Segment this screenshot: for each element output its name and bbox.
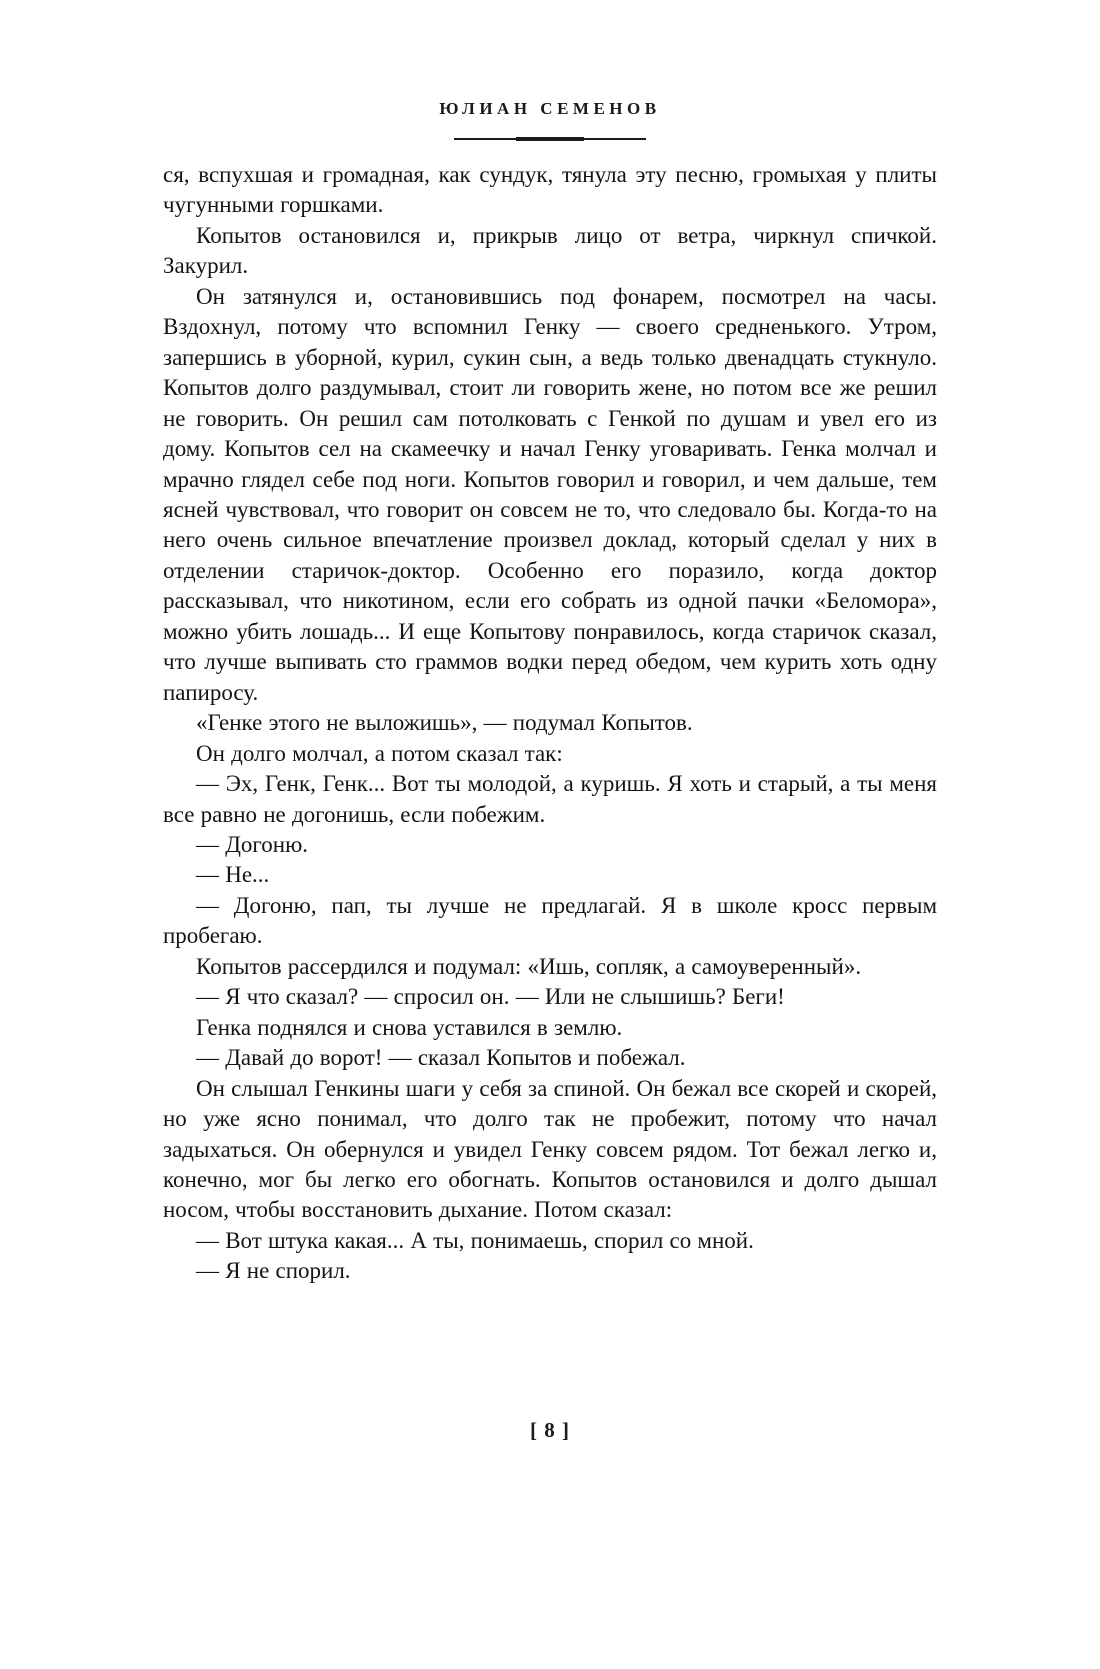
paragraph: Он слышал Генкины шаги у себя за спиной. Он бежал все скорей и скорей, но уже ясно понимал, что долго так не пробежит, потому что начал задыхаться. Он обернулся и увидел Генку совсем рядом. Тот бежал легко и, конечно, мог бы легко его обогнать. Копытов остановился и долго дышал носом, чтобы восстановить дыхание. Потом сказал:	[163, 1075, 937, 1223]
paragraph: ся, вспухшая и громадная, как сундук, тянула эту песню, громыхая у плиты чугунными горшками.	[163, 162, 937, 218]
paragraph: Он долго молчал, а потом сказал так:	[196, 740, 563, 766]
paragraph: — Вот штука какая... А ты, понимаешь, спорил со мной.	[196, 1227, 754, 1253]
rule-thin-left	[454, 138, 516, 140]
paragraph: — Я не спорил.	[196, 1258, 351, 1284]
running-header: ЮЛИАН СЕМЕНОВ	[439, 99, 661, 118]
rule-thin-right	[584, 138, 646, 140]
paragraph: — Догоню, пап, ты лучше не предлагай. Я в школе кросс первым пробегаю.	[163, 892, 937, 949]
paragraph: Генка поднялся и снова уставился в землю.	[196, 1014, 623, 1040]
rule-thick-center	[516, 137, 584, 142]
paragraph: — Догоню.	[196, 831, 309, 857]
paragraph: Он затянулся и, остановившись под фонарем, посмотрел на часы. Вздохнул, потому что вспомнил Генку — своего средненького. Утром, запершись в уборной, курил, сукин сын, а ведь только двенадцать стукнуло. Копытов долго раздумывал, стоит ли говорить жене, но потом все же решил не говорить. Он решил сам потолковать с Генкой по душам и увел его из дому. Копытов сел на скамеечку и начал Генку уговаривать. Генка молчал и мрачно глядел себе под ноги. Копытов говорил и говорил, и чем дальше, тем ясней чувствовал, что говорит он совсем не то, что следовало бы. Когда-то на него очень сильное впечатление произвел доклад, который сделал у них в отделении старичок-доктор. Особенно его поразило, когда доктор рассказывал, что никотином, если его собрать из одной пачки «Беломора», можно убить лошадь... И еще Копытову понравилось, когда старичок сказал, что лучше выпивать сто граммов водки перед обедом, чем курить хоть одну папиросу.	[163, 283, 937, 705]
page-number: [ 8 ]	[530, 1418, 570, 1442]
paragraph: Копытов рассердился и подумал: «Ишь, сопляк, а самоуверенный».	[196, 953, 862, 979]
page-body	[163, 160, 937, 1287]
header-rule-ornament	[454, 136, 646, 142]
paragraph: — Эх, Генк, Генк... Вот ты молодой, а куришь. Я хоть и старый, а ты меня все равно не догонишь, если побежим.	[163, 771, 937, 827]
paragraph: — Не...	[196, 862, 270, 888]
paragraph: — Давай до ворот! — сказал Копытов и побежал.	[196, 1045, 686, 1071]
paragraph: Копытов остановился и, прикрыв лицо от ветра, чиркнул спичкой. Закурил.	[163, 222, 937, 279]
paragraph: «Генке этого не выложишь», — подумал Копытов.	[196, 710, 693, 736]
paragraph: — Я что сказал? — спросил он. — Или не слышишь? Беги!	[196, 984, 785, 1010]
